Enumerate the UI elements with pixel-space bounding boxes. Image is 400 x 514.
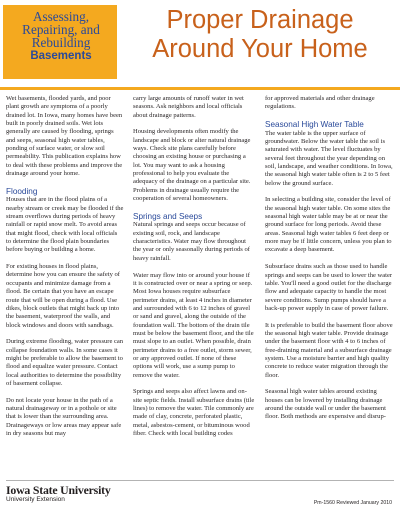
title-line-1: Proper Drainage — [166, 6, 354, 34]
flooding-paragraph-4: Do not locate your house in the path of a natural drainageway or in a pothole or site that is lower than the surrounding area. Drainageways or low areas may appear safe in dry seasons but may — [6, 396, 122, 438]
water-table-paragraph-1: The water table is the upper surface of groundwater. Below the water table the soil is saturated with water. The level fluctuates by several feet throughout the year depending on soil, landscape, and weather conditions. In Iowa, the seasonal high water table often is 2 to 5 feet below the ground surface. — [265, 129, 393, 187]
water-table-paragraph-2: In selecting a building site, consider the level of the seasonal high water table. On some sites the seasonal high water table may be at or near the ground surface for long periods. Avoid these areas. Seasonal high water tables 6 feet deep or more may be if little concern, unless you plan to excavate a deep basement. — [265, 196, 392, 254]
flooding-heading: Flooding — [6, 186, 38, 196]
intro-paragraph: Wet basements, flooded yards, and poor plant growth are symptoms of a poorly drained lot. In Iowa, many homes have been built in poorly drained soils. Wet lots generally are caused by flooding, springs and seeps, seasonal high water tables, ponding of surface water, or slow soil permeability. This publication explains how to deal with these problems and improve the drainage around your home. — [6, 95, 123, 178]
springs-paragraph-1: Natural springs and seeps occur because of existing soil, rock, and landscape characteristics. Water may flow throughout the year or only seasonally during periods of heavy rainfall. — [133, 221, 250, 262]
flooding-paragraph-2: For existing houses in flood plains, determine how you can ensure the safety of occupants and minimize damage from a flood. Be certain that you have an escape route that will be open during a flood. Use dikes, block outlets that might back up into the basement, waterproof the walls, and block windows and doors with sandbags. — [6, 263, 120, 329]
publication-code: Pm-1560 Reviewed January 2010 — [313, 500, 392, 506]
column-1 — [6, 95, 124, 447]
flooding-paragraph-3: During extreme flooding, water pressure can collapse foundation walls. In some cases it might be preferable to allow the basement to flood and equalize water pressure. Contact local authorities to determine the possibility of basement collapse. — [6, 338, 124, 387]
series-line-3: Rebuilding — [31, 35, 91, 50]
flooding-paragraph-1: Houses that are in the flood plains of a nearby stream or creek may be flooded if the stream overflows during periods of heavy rainfall or rapid snow melt. To avoid areas that might flood, check with local officials to determine the flood plain boundaries before buying or building a home. — [6, 196, 124, 254]
water-table-paragraph-5: Seasonal high water tables around existing houses can be lowered by installing drainage around the outside wall or under the basement floor. Both methods are expensive and disrup- — [265, 388, 386, 421]
column-2 — [133, 95, 255, 447]
springs-paragraph-3: Springs and seeps also affect lawns and on-site septic fields. Install subsurface drains (tile lines) to remove the water. Tile commonly are made of clay, concrete, perforated plastic, metal, asbestos-cement, or bituminous wood fiber. Check with local building codes — [133, 388, 255, 438]
footer-divider — [6, 480, 394, 481]
series-label-box — [3, 5, 117, 79]
series-line-2: Repairing, and — [22, 22, 100, 37]
springs-paragraph-2: Water may flow into or around your house if it is constructed over or near a spring or seep. Most Iowa houses require subsurface perimeter drains, at least 4 inches in diameter and surrounded with 6 to 12 inches of gravel or sand and gravel, along the outside of the foundation wall. The bottom of the drain tile must be below the basement floor, and the tile must slope to an outlet. When possible, drain perimeter drains to a free outlet, storm sewer, or any approved outlet. If none of these options will work, use a sump pump to remove the water. — [133, 271, 254, 379]
drainage-paragraph-2: Housing developments often modify the landscape and block or alter natural drainage ways. Check site plans carefully before choosing an existing house or purchasing a lot. You may want to ask a housing professional to help you evaluate the adequacy of the drainage on a particular site. Problems in drainage usually require the cooperation of several homeowners. — [133, 128, 251, 203]
series-line-4: Basements — [30, 50, 92, 62]
water-table-paragraph-4: It is preferable to build the basement floor above the seasonal high water table. Provide drainage under the basement floor with 4 to 6 inches of free-draining material and a subsurface drainage system. Use a moisture barrier and high quality concrete to reduce water migration through the floor. — [265, 321, 393, 379]
series-line-1: Assessing, — [32, 9, 90, 24]
springs-heading: Springs and Seeps — [133, 211, 203, 221]
column-3 — [265, 95, 393, 430]
regulations-paragraph: for approved materials and other drainage regulations. — [265, 95, 375, 111]
header-divider — [0, 87, 400, 90]
water-table-paragraph-3: Subsurface drains such as those used to handle springs and seeps can be used to lower the water table. You'll need a good outlet for the discharge flow and adequate capacity to handle the most severe conditions. Sump pumps should have a back-up power supply in case of power failure. — [265, 263, 393, 312]
drainage-paragraph-1: carry large amounts of runoff water in wet seasons. Ask neighbors and local officials about drainage patterns. — [133, 95, 244, 119]
isu-extension-logo — [6, 484, 111, 504]
page-header — [0, 0, 400, 82]
extension-name: University Extension — [6, 496, 65, 503]
page-title — [124, 6, 396, 64]
university-name: Iowa State University — [6, 483, 111, 497]
water-table-heading: Seasonal High Water Table — [265, 120, 364, 130]
title-line-2: Around Your Home — [152, 35, 368, 63]
